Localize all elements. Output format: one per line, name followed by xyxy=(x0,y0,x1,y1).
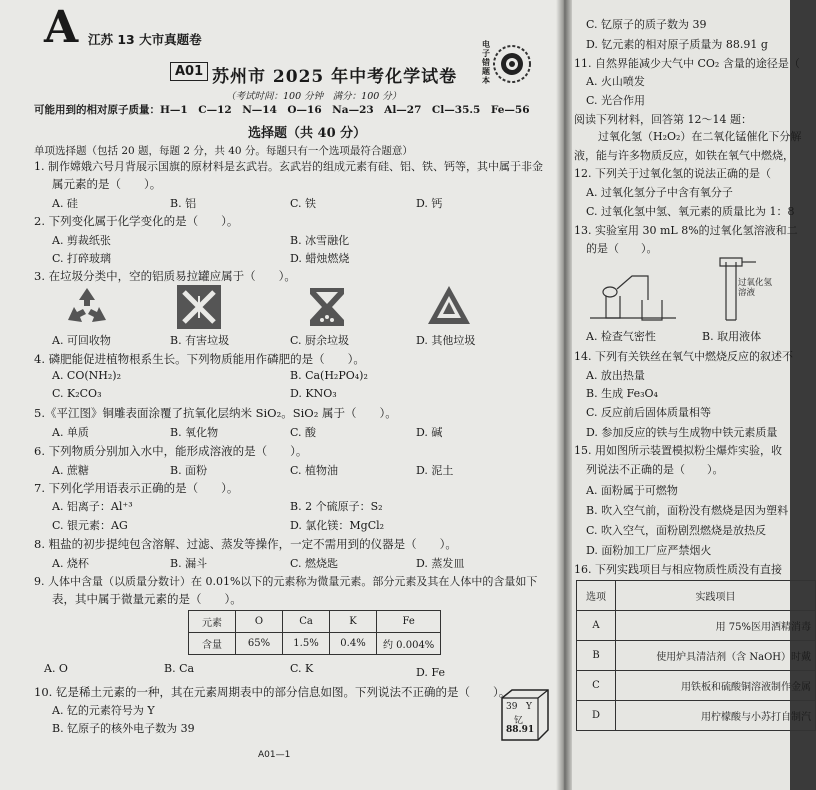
table-cell: 1.5% xyxy=(283,633,330,655)
q9-option-c[interactable]: C. K xyxy=(290,662,314,675)
q12-option-c[interactable]: C. 过氧化氢中氢、氧元素的质量比为 1：8 xyxy=(586,205,795,218)
q15-stem-cont: 列说法不正确的是（ ）。 xyxy=(586,463,724,476)
q10-option-c[interactable]: C. 钇原子的质子数为 39 xyxy=(586,18,707,31)
q4-option-c[interactable]: C. K₂CO₃ xyxy=(52,387,102,400)
table-cell: Ca xyxy=(283,611,330,633)
q1-option-d[interactable]: D. 钙 xyxy=(416,197,443,210)
table-cell: 65% xyxy=(236,633,283,655)
q3-stem: 3. 在垃圾分类中，空的铝质易拉罐应属于（ ）。 xyxy=(34,269,296,283)
q2-option-b[interactable]: B. 冰雪融化 xyxy=(290,234,350,247)
q13-option-a[interactable]: A. 检查气密性 xyxy=(586,330,656,343)
q10-option-a[interactable]: A. 钇的元素符号为 Y xyxy=(52,704,155,717)
q3-option-c[interactable]: C. 厨余垃圾 xyxy=(290,334,350,347)
q9-option-a[interactable]: A. O xyxy=(44,662,68,675)
table-row xyxy=(577,671,816,701)
q5-option-d[interactable]: D. 碱 xyxy=(416,426,443,439)
q14-option-c[interactable]: C. 反应前后固体质量相等 xyxy=(586,406,712,419)
recycle-icon xyxy=(62,284,112,330)
q2-option-d[interactable]: D. 蜡烛燃烧 xyxy=(290,252,350,265)
q14-option-a[interactable]: A. 放出热量 xyxy=(586,369,645,382)
tile-number: 39 xyxy=(506,702,518,712)
table-row xyxy=(189,633,441,655)
qr-label: 电子错题本 xyxy=(482,40,490,85)
q6-option-c[interactable]: C. 植物油 xyxy=(290,464,339,477)
q7-option-a[interactable]: A. 铝离子：Al⁺³ xyxy=(52,500,133,513)
q15-option-b[interactable]: B. 吹入空气前，面粉没有燃烧是因为塑料 xyxy=(586,504,789,517)
tile-name: 钇 xyxy=(514,716,524,726)
q2-stem: 2. 下列变化属于化学变化的是（ ）。 xyxy=(34,214,239,228)
q2-option-a[interactable]: A. 剪裁纸张 xyxy=(52,234,111,247)
table-cell: 用 75%医用酒精消毒 xyxy=(616,611,816,641)
q3-option-b[interactable]: B. 有害垃圾 xyxy=(170,334,230,347)
q13-stem: 13. 实验室用 30 mL 8%的过氧化氢溶液和二 xyxy=(574,224,798,237)
q9-option-b[interactable]: B. Ca xyxy=(164,662,195,675)
table-cell: C xyxy=(577,671,616,701)
q4-stem: 4. 磷肥能促进植物根系生长。下列物质能用作磷肥的是（ ）。 xyxy=(34,352,365,366)
element-content-table xyxy=(188,610,441,655)
q11-option-a[interactable]: A. 火山喷发 xyxy=(586,75,645,88)
q15-option-a[interactable]: A. 面粉属于可燃物 xyxy=(586,484,678,497)
q13-option-b[interactable]: B. 取用液体 xyxy=(702,330,762,343)
book-gutter xyxy=(556,0,572,790)
table-cell: 元素 xyxy=(189,611,236,633)
q8-stem: 8. 粗盐的初步提纯包含溶解、过滤、蒸发等操作，一定不需用到的仪器是（ ）。 xyxy=(34,537,457,551)
series-title: 江苏 13 大市真题卷 xyxy=(88,32,202,47)
table-cell: 用铁板和硫酸铜溶液制作金属 xyxy=(616,671,816,701)
exam-code: A01 xyxy=(170,62,208,81)
q6-option-b[interactable]: B. 面粉 xyxy=(170,464,208,477)
q6-option-d[interactable]: D. 泥土 xyxy=(416,464,454,477)
table-cell: Fe xyxy=(377,611,441,633)
table-header-row xyxy=(189,611,441,633)
q5-option-c[interactable]: C. 酸 xyxy=(290,426,317,439)
q4-option-a[interactable]: A. CO(NH₂)₂ xyxy=(52,369,121,382)
material-line-2: 液，能与许多物质反应，如铁在氧气中燃烧， xyxy=(574,149,794,162)
q3-option-d[interactable]: D. 其他垃圾 xyxy=(416,334,476,347)
table-row xyxy=(577,611,816,641)
reading-intro: 阅读下列材料，回答第 12～14 题： xyxy=(574,113,752,126)
q9-stem: 9. 人体中含量（以质量分数计）在 0.01%以下的元素称为微量元素。部分元素及其在人体中的含量如下 xyxy=(34,575,538,588)
material-line-1: 过氧化氢（H₂O₂）在二氧化锰催化下分解 xyxy=(598,130,802,143)
table-cell: 用柠檬酸与小苏打自制汽 xyxy=(616,701,816,731)
section-heading: 选择题（共 40 分） xyxy=(248,126,367,141)
hazardous-waste-icon xyxy=(174,284,224,330)
kitchen-waste-icon xyxy=(302,284,352,330)
q8-option-d[interactable]: D. 蒸发皿 xyxy=(416,557,465,570)
q14-option-d[interactable]: D. 参加反应的铁与生成物中铁元素质量 xyxy=(586,426,778,439)
q14-option-b[interactable]: B. 生成 Fe₃O₄ xyxy=(586,387,658,400)
table-cell: 选项 xyxy=(577,581,616,611)
q11-option-c[interactable]: C. 光合作用 xyxy=(586,94,646,107)
q1-option-c[interactable]: C. 铁 xyxy=(290,197,317,210)
q1-stem: 1. 制作嫦娥六号月背展示国旗的原材料是玄武岩。玄武岩的组成元素有硅、铝、铁、钙等，其中属于非金 xyxy=(34,160,543,173)
q1-stem-cont: 属元素的是（ ）。 xyxy=(52,177,162,191)
q8-option-b[interactable]: B. 漏斗 xyxy=(170,557,208,570)
q12-stem: 12. 下列关于过氧化氢的说法正确的是（ xyxy=(574,167,771,180)
other-waste-icon xyxy=(424,284,474,330)
table-cell: 使用炉具清洁剂（含 NaOH）时戴 xyxy=(616,641,816,671)
q13-stem-cont: 的是（ ）。 xyxy=(586,242,658,255)
q10-option-d[interactable]: D. 钇元素的相对原子质量为 88.91 g xyxy=(586,38,768,51)
q5-option-a[interactable]: A. 单质 xyxy=(52,426,89,439)
q7-option-c[interactable]: C. 银元素：AG xyxy=(52,519,128,532)
q15-option-c[interactable]: C. 吹入空气，面粉剧烈燃烧是放热反 xyxy=(586,524,767,537)
q10-stem: 10. 钇是稀土元素的一种，其在元素周期表中的部分信息如图。下列说法不正确的是（ ）。 xyxy=(34,685,511,699)
q8-option-a[interactable]: A. 烧杯 xyxy=(52,557,89,570)
q16-stem: 16. 下列实践项目与相应物质性质没有直接 xyxy=(574,563,782,576)
q3-option-a[interactable]: A. 可回收物 xyxy=(52,334,111,347)
q2-option-c[interactable]: C. 打碎玻璃 xyxy=(52,252,112,265)
apparatus-diagram xyxy=(586,256,776,324)
q8-option-c[interactable]: C. 燃烧匙 xyxy=(290,557,339,570)
q4-option-b[interactable]: B. Ca(H₂PO₄)₂ xyxy=(290,369,368,382)
q6-stem: 6. 下列物质分别加入水中，能形成溶液的是（ ）。 xyxy=(34,444,308,458)
table-cell: 实践项目 xyxy=(616,581,816,611)
page-number: A01—1 xyxy=(258,750,291,760)
q7-stem: 7. 下列化学用语表示正确的是（ ）。 xyxy=(34,481,239,495)
table-row xyxy=(577,641,816,671)
table-cell: 含量 xyxy=(189,633,236,655)
q5-option-b[interactable]: B. 氧化物 xyxy=(170,426,219,439)
table-cell: B xyxy=(577,641,616,671)
q5-stem: 5.《平江图》铜雕表面涂覆了抗氧化层纳米 SiO₂。SiO₂ 属于（ ）。 xyxy=(34,406,397,420)
q1-option-b[interactable]: B. 铝 xyxy=(170,197,197,210)
q14-stem: 14. 下列有关铁丝在氧气中燃烧反应的叙述不 xyxy=(574,350,793,363)
practice-table xyxy=(576,580,816,731)
table-cell: A xyxy=(577,611,616,641)
q12-option-a[interactable]: A. 过氧化氢分子中含有氧分子 xyxy=(586,186,733,199)
q7-option-d[interactable]: D. 氯化镁：MgCl₂ xyxy=(290,519,385,532)
qr-code-icon[interactable] xyxy=(482,40,534,88)
q1-option-a[interactable]: A. 硅 xyxy=(52,197,78,210)
exam-meta: （考试时间：100 分钟 满分：100 分） xyxy=(226,91,402,102)
q10-option-b[interactable]: B. 钇原子的核外电子数为 39 xyxy=(52,722,195,735)
q15-option-d[interactable]: D. 面粉加工厂应严禁烟火 xyxy=(586,544,712,557)
table-cell: K xyxy=(330,611,377,633)
reagent-label: 过氧化氢溶液 xyxy=(738,278,773,298)
exam-title: 苏州市 2025 年中考化学试卷 xyxy=(212,67,458,87)
q9-stem-cont: 表，其中属于微量元素的是（ ）。 xyxy=(52,592,242,606)
q7-option-b[interactable]: B. 2 个硫原子：S₂ xyxy=(290,500,383,513)
table-cell: D xyxy=(577,701,616,731)
q6-option-a[interactable]: A. 蔗糖 xyxy=(52,464,89,477)
tile-mass: 88.91 xyxy=(506,725,535,735)
series-badge: A xyxy=(44,2,79,53)
right-page xyxy=(572,0,811,790)
table-cell: 0.4% xyxy=(330,633,377,655)
q9-option-d[interactable]: D. Fe xyxy=(416,666,445,679)
table-cell: 约 0.004% xyxy=(377,633,441,655)
tile-symbol: Y xyxy=(526,702,532,712)
table-row xyxy=(577,701,816,731)
q11-stem: 11. 自然界能减少大气中 CO₂ 含量的途径是（ xyxy=(574,57,800,70)
atomic-masses: 可能用到的相对原子质量：H—1 C—12 N—14 O—16 Na—23 Al—27 Cl—35.5 Fe—56 xyxy=(34,104,530,116)
q15-stem: 15. 用如图所示装置模拟粉尘爆炸实验，收 xyxy=(574,444,782,457)
q4-option-d[interactable]: D. KNO₃ xyxy=(290,387,337,400)
table-cell: O xyxy=(236,611,283,633)
table-header-row xyxy=(577,581,816,611)
section-intro: 单项选择题（包括 20 题，每题 2 分，共 40 分。每题只有一个选项最符合题意） xyxy=(34,145,413,157)
